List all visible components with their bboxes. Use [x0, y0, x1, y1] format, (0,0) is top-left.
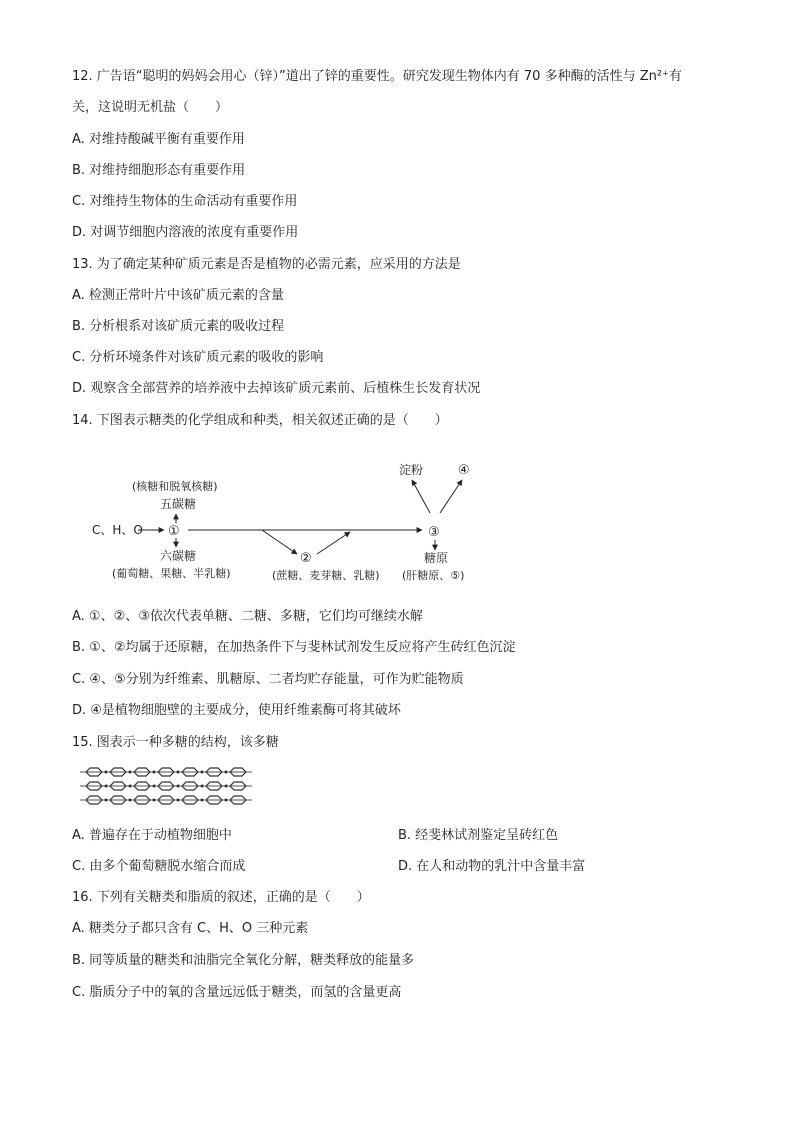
node-1-label: ① — [168, 524, 180, 539]
polysaccharide-structure-figure — [76, 764, 256, 814]
q12-stem-line1: 12. 广告语“聪明的妈妈会用心（锌）”道出了锌的重要性。研究发现生物体内有 70 多种酶的活性与 Zn²⁺有 — [72, 69, 682, 84]
node-3-label: ③ — [428, 525, 440, 540]
q15-option-a: A. 普遍存在于动植物细胞中 — [72, 828, 232, 843]
glucose-chain — [80, 782, 252, 790]
q12-option-d: D. 对调节细胞内溶液的浓度有重要作用 — [72, 225, 299, 240]
q14-stem: 14. 下图表示糖类的化学组成和种类，相关叙述正确的是（ ） — [72, 413, 448, 428]
sugar-classification-diagram — [92, 458, 492, 588]
q12-stem-line2: 关，这说明无机盐（ ） — [72, 100, 229, 115]
q14-option-a: A. ①、②、③依次代表单糖、二糖、多糖，它们均可继续水解 — [72, 609, 423, 624]
q14-option-d: D. ④是植物细胞壁的主要成分，使用纤维素酶可将其破坏 — [72, 703, 401, 718]
q13-stem: 13. 为了确定某种矿质元素是否是植物的必需元素，应采用的方法是 — [72, 257, 461, 272]
starch-label: 淀粉 — [399, 463, 424, 477]
q13-option-a: A. 检测正常叶片中该矿质元素的含量 — [72, 288, 284, 303]
q12-option-c: C. 对维持生物体的生命活动有重要作用 — [72, 194, 298, 209]
arrow-3-to-starch — [412, 480, 430, 513]
arrow-2-to-3 — [317, 532, 350, 554]
q16-option-b: B. 同等质量的糖类和油脂完全氧化分解，糖类释放的能量多 — [72, 953, 415, 968]
glucose-chain — [80, 796, 252, 804]
q13-option-c: C. 分析环境条件对该矿质元素的吸收的影响 — [72, 350, 324, 365]
q13-option-d: D. 观察含全部营养的培养液中去掉该矿质元素前、后植株生长发育状况 — [72, 381, 481, 396]
q16-option-a: A. 糖类分子都只含有 C、H、O 三种元素 — [72, 921, 309, 936]
q15-option-b: B. 经斐林试剂鉴定呈砖红色 — [398, 828, 559, 843]
five-carbon-examples: (核糖和脱氧核糖) — [132, 480, 218, 493]
glycogen-label: 糖原 — [424, 551, 449, 565]
glycogen-examples: (肝糖原、⑤) — [402, 569, 465, 582]
q13-option-b: B. 分析根系对该矿质元素的吸收过程 — [72, 319, 285, 334]
q15-option-c: C. 由多个葡萄糖脱水缩合而成 — [72, 859, 246, 874]
disaccharide-examples: (蔗糖、麦芽糖、乳糖) — [272, 569, 380, 582]
glucose-chain — [80, 768, 252, 776]
q15-option-d: D. 在人和动物的乳汁中含量丰富 — [398, 859, 586, 874]
q16-stem: 16. 下列有关糖类和脂质的叙述，正确的是（ ） — [72, 890, 370, 905]
node-4-label: ④ — [458, 463, 470, 478]
q16-option-c: C. 脂质分子中的氧的含量远远低于糖类，而氢的含量更高 — [72, 985, 402, 1000]
node-2-label: ② — [300, 551, 312, 566]
six-carbon-examples: (葡萄糖、果糖、半乳糖) — [112, 567, 231, 580]
start-elements-label: C、H、O — [92, 523, 143, 537]
arrow-3-to-4 — [440, 480, 462, 513]
q14-option-c: C. ④、⑤分别为纤维素、肌糖原、二者均贮存能量，可作为贮能物质 — [72, 672, 464, 687]
q14-option-b: B. ①、②均属于还原糖，在加热条件下与斐林试剂发生反应将产生砖红色沉淀 — [72, 640, 516, 655]
arrow-1-to-2 — [262, 530, 297, 554]
five-carbon-label: 五碳糖 — [160, 497, 197, 511]
q12-option-a: A. 对维持酸碱平衡有重要作用 — [72, 132, 245, 147]
q12-option-b: B. 对维持细胞形态有重要作用 — [72, 163, 246, 178]
q15-stem: 15. 图表示一种多糖的结构，该多糖 — [72, 735, 279, 750]
six-carbon-label: 六碳糖 — [160, 549, 197, 563]
